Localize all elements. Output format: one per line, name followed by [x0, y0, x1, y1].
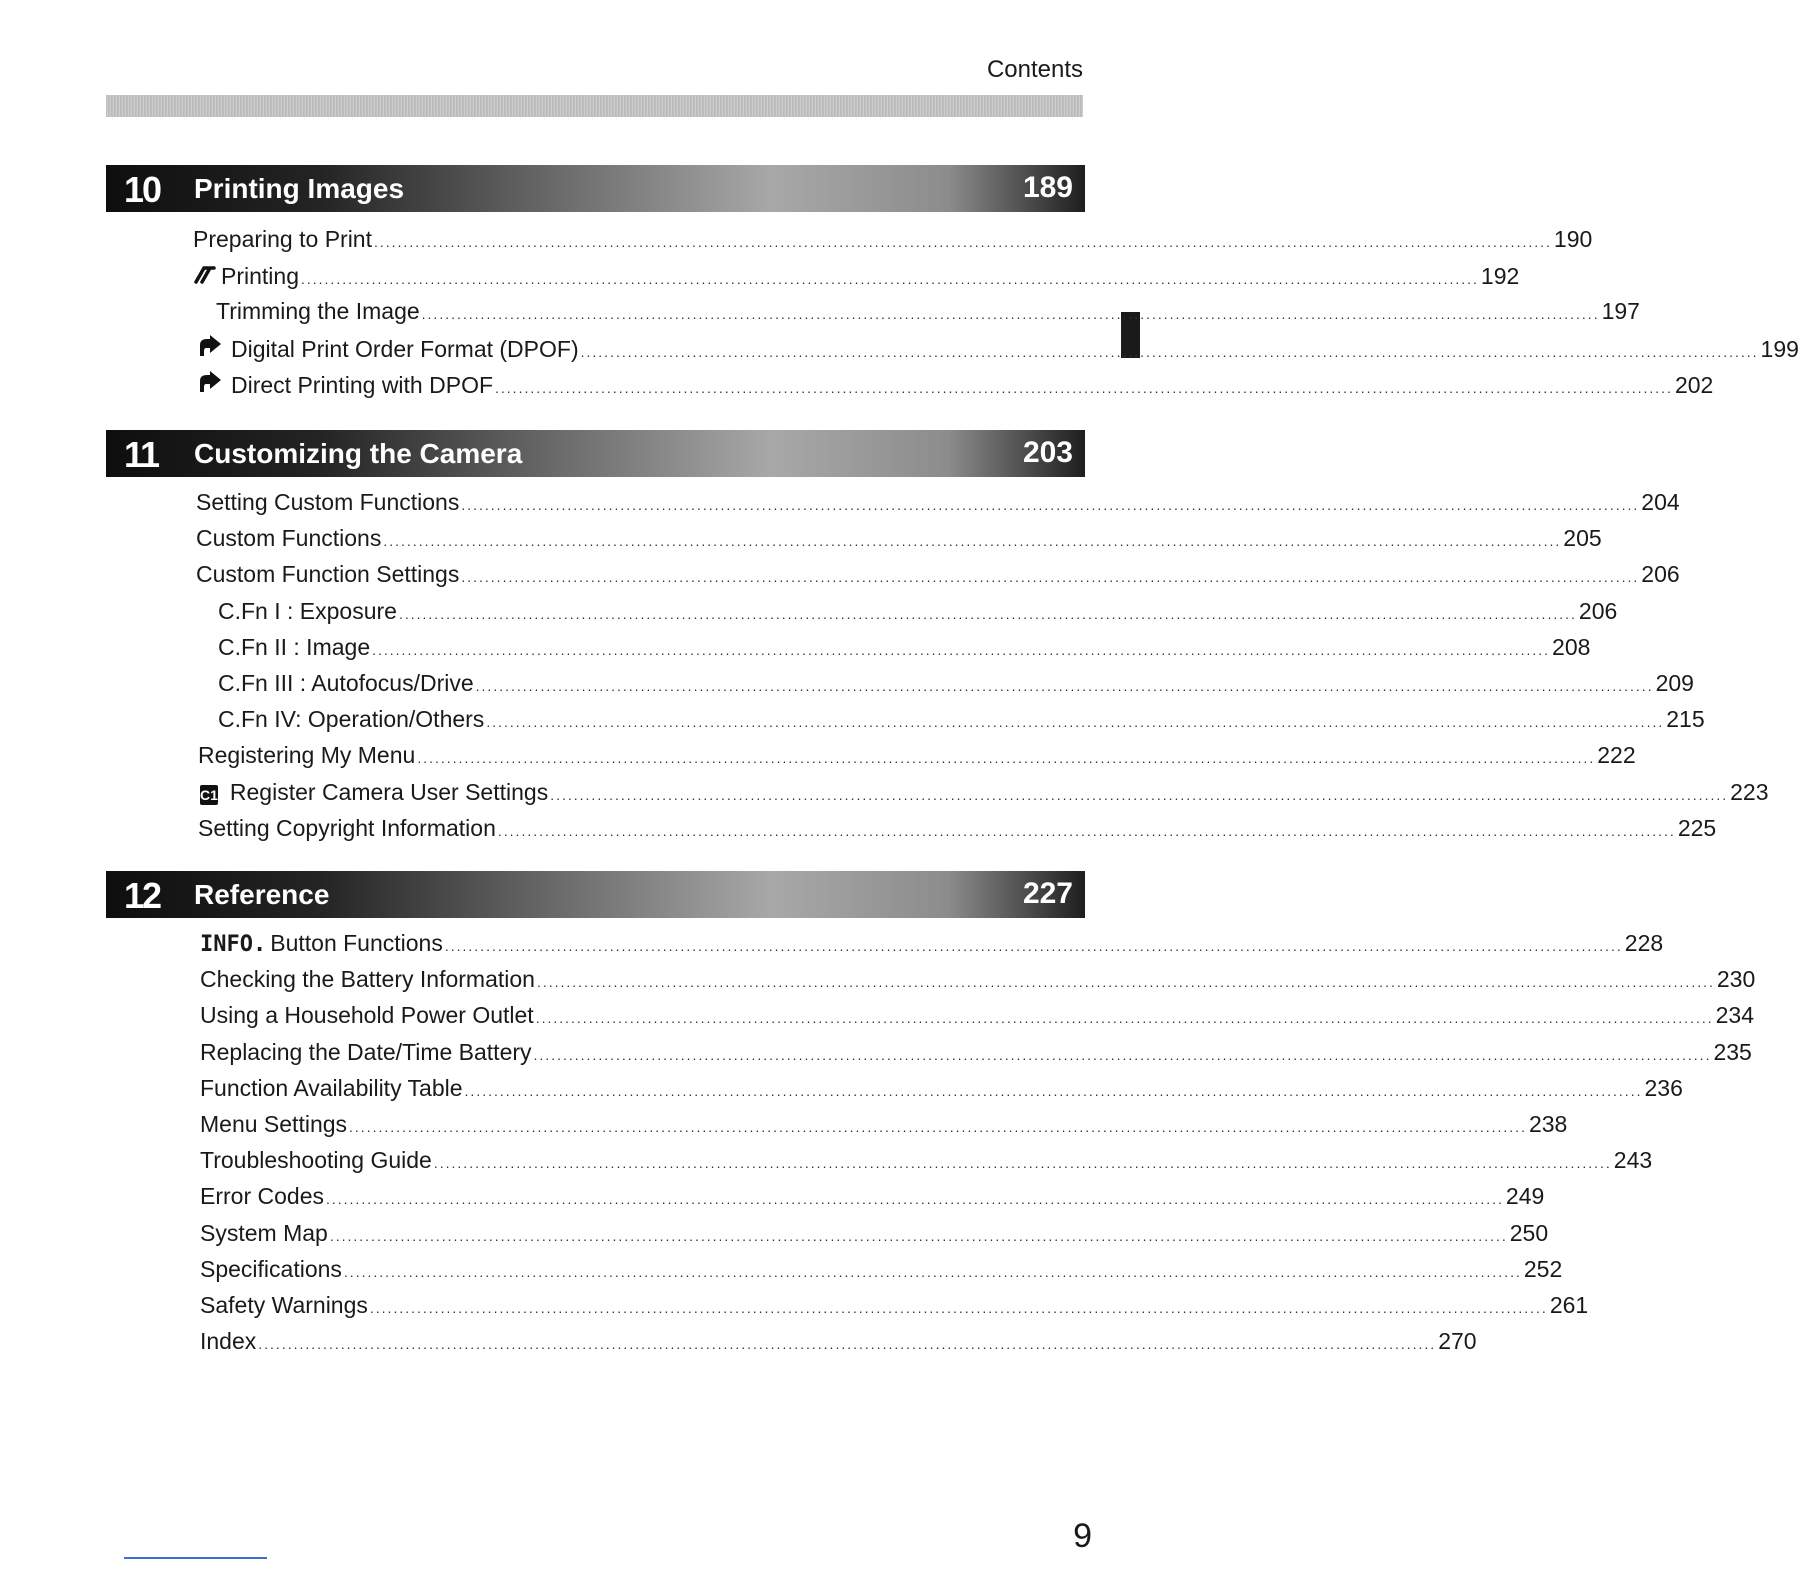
toc-entry-label: Error Codes: [200, 1183, 324, 1210]
toc-entry-page: 234: [1715, 1002, 1754, 1029]
toc-entry[interactable]: [0, 557, 1680, 593]
dot-leader: ........................................................................................................................................................................................................: [475, 677, 1654, 694]
toc-entry[interactable]: [0, 367, 1714, 403]
chapter-11-banner[interactable]: [106, 430, 1085, 477]
toc-entry-label: Digital Print Order Format (DPOF): [231, 335, 579, 362]
c1-icon: C1: [200, 786, 218, 803]
toc-entry-page: 192: [1480, 263, 1520, 290]
toc-entry-label: Setting Custom Functions: [196, 489, 460, 515]
toc-entry-page: 204: [1641, 489, 1680, 515]
toc-entry-page: 206: [1578, 597, 1618, 624]
toc-entry-page: 208: [1552, 633, 1591, 660]
chapter-11-entries: [0, 485, 1769, 847]
toc-entry-page: 223: [1730, 778, 1769, 805]
toc-entry[interactable]: [0, 1288, 1589, 1324]
toc-entry-label: Trimming the Image: [216, 298, 420, 325]
dot-leader: ........................................................................................................................................................................................................: [258, 1336, 1437, 1353]
toc-entry[interactable]: [0, 1071, 1683, 1107]
toc-entry-label: Safety Warnings: [200, 1291, 368, 1318]
toc-entry-page: 230: [1716, 966, 1756, 993]
toc-entry[interactable]: [0, 1324, 1477, 1360]
dpof-icon: [197, 371, 223, 399]
toc-entry-page: 238: [1528, 1110, 1568, 1137]
chapter-title: Customizing the Camera: [194, 438, 523, 469]
toc-entry-label: Register Camera User Settings: [229, 778, 549, 805]
toc-entry-label: C.Fn II : Image: [218, 633, 371, 660]
toc-entry-page: 225: [1677, 814, 1717, 841]
dot-leader: ........................................................................................................................................................................................................: [300, 271, 1479, 288]
toc-entry[interactable]: [0, 666, 1694, 702]
dot-leader: ........................................................................................................................................................................................................: [433, 1155, 1612, 1172]
toc-entry[interactable]: [0, 1252, 1563, 1288]
toc-entry-label: Direct Printing with DPOF: [231, 371, 494, 398]
dot-leader: ........................................................................................................................................................................................................: [497, 822, 1676, 839]
toc-entry-page: 197: [1601, 298, 1640, 325]
print-icon: [193, 262, 219, 290]
toc-entry-label: Button Functions: [270, 930, 443, 956]
dot-leader: ........................................................................................................................................................................................................: [550, 786, 1729, 803]
toc-entry-label: Troubleshooting Guide: [200, 1147, 432, 1174]
dot-leader: ........................................................................................................................................................................................................: [444, 938, 1623, 954]
dpof-icon: [197, 335, 223, 363]
chapter-12-entries: [0, 926, 1756, 1360]
toc-entry-page: 250: [1509, 1219, 1549, 1246]
dot-leader: ........................................................................................................................................................................................................: [343, 1263, 1522, 1280]
toc-entry-page: 202: [1674, 371, 1714, 398]
toc-entry-label: Function Availability Table: [200, 1074, 463, 1101]
toc-entry-label: Registering My Menu: [198, 742, 416, 769]
running-head: Contents: [986, 56, 1083, 83]
toc-entry-label: Custom Functions: [196, 525, 382, 552]
toc-entry-label: Using a Household Power Outlet: [200, 1002, 534, 1029]
info-button-label: INFO.: [200, 932, 267, 957]
toc-entry[interactable]: [0, 594, 1618, 630]
dot-leader: ........................................................................................................................................................................................................: [461, 497, 1640, 513]
toc-entry[interactable]: [0, 331, 1799, 367]
chapter-12-banner[interactable]: [106, 871, 1085, 918]
dot-leader: ........................................................................................................................................................................................................: [417, 750, 1596, 767]
dot-leader: ........................................................................................................................................................................................................: [372, 641, 1551, 658]
toc-entry[interactable]: [0, 1035, 1752, 1071]
toc-entry[interactable]: [0, 962, 1756, 998]
dot-leader: ........................................................................................................................................................................................................: [373, 234, 1552, 250]
toc-entry-page: 243: [1613, 1147, 1653, 1174]
toc-entry[interactable]: [0, 222, 1593, 258]
chapter-page: 203: [1022, 436, 1073, 469]
toc-entry-page: 270: [1438, 1328, 1477, 1355]
dot-leader: ........................................................................................................................................................................................................: [383, 533, 1562, 550]
dot-leader: ........................................................................................................................................................................................................: [369, 1299, 1548, 1316]
toc-entry-label: C.Fn I : Exposure: [218, 597, 397, 624]
chapter-page: 227: [1022, 877, 1073, 910]
toc-entry-label: Index: [200, 1328, 257, 1355]
toc-entry-page: 235: [1713, 1038, 1752, 1065]
dot-leader: ........................................................................................................................................................................................................: [533, 1046, 1712, 1063]
toc-entry-label: C.Fn III : Autofocus/Drive: [218, 669, 474, 696]
toc-entry-label: Preparing to Print: [193, 226, 372, 252]
toc-entry[interactable]: [0, 702, 1705, 738]
toc-entry-page: 215: [1666, 706, 1705, 733]
dot-leader: ........................................................................................................................................................................................................: [486, 714, 1665, 731]
dot-leader: ........................................................................................................................................................................................................: [580, 343, 1759, 360]
toc-entry-page: 206: [1641, 561, 1680, 588]
dot-leader: ........................................................................................................................................................................................................: [464, 1082, 1643, 1099]
toc-entry-page: 249: [1505, 1183, 1545, 1210]
header-rule: [106, 95, 1083, 117]
toc-entry-label: Custom Function Settings: [196, 561, 460, 588]
toc-entry[interactable]: [0, 738, 1636, 774]
toc-entry[interactable]: [0, 258, 1520, 294]
toc-entry[interactable]: [0, 294, 1640, 330]
chapter-number: 12: [124, 875, 161, 916]
toc-entry-label: Checking the Battery Information: [200, 966, 535, 993]
toc-entry-label: Replacing the Date/Time Battery: [200, 1038, 532, 1065]
toc-entry-page: 222: [1597, 742, 1636, 769]
toc-entry[interactable]: [0, 1216, 1549, 1252]
toc-entry-page: 209: [1655, 669, 1694, 696]
toc-entry-label: Setting Copyright Information: [198, 814, 496, 841]
chapter-page: 189: [1022, 171, 1073, 204]
toc-entry-label: System Map: [200, 1219, 328, 1246]
chapter-number: 11: [124, 434, 159, 475]
dot-leader: ........................................................................................................................................................................................................: [421, 306, 1600, 323]
toc-entry[interactable]: [0, 1107, 1568, 1143]
toc-entry-page: 205: [1563, 525, 1602, 552]
toc-entry-label: C.Fn IV: Operation/Others: [218, 706, 485, 733]
toc-entry[interactable]: [0, 926, 1664, 962]
dot-leader: ........................................................................................................................................................................................................: [349, 1118, 1527, 1135]
toc-entry[interactable]: [0, 1143, 1653, 1179]
toc-entry-page: 261: [1549, 1291, 1589, 1318]
dot-leader: ........................................................................................................................................................................................................: [495, 379, 1673, 396]
toc-entry-page: 190: [1553, 226, 1593, 252]
toc-entry-page: 199: [1760, 335, 1799, 362]
toc-entry-page: 236: [1644, 1074, 1683, 1101]
toc-entry[interactable]: [0, 775, 1769, 811]
dot-leader: ........................................................................................................................................................................................................: [536, 974, 1715, 991]
toc-entry-label: Menu Settings: [200, 1110, 348, 1137]
chapter-10-banner[interactable]: [106, 165, 1085, 212]
toc-entry-page: 252: [1523, 1255, 1563, 1282]
dot-leader: ........................................................................................................................................................................................................: [329, 1227, 1508, 1244]
dot-leader: ........................................................................................................................................................................................................: [398, 605, 1577, 622]
toc-entry-page: 228: [1624, 930, 1664, 956]
chapter-10-entries: [0, 222, 1799, 403]
toc-entry[interactable]: [0, 521, 1602, 557]
toc-entry[interactable]: [0, 998, 1754, 1034]
dot-leader: ........................................................................................................................................................................................................: [461, 569, 1640, 586]
toc-entry[interactable]: [0, 485, 1680, 521]
toc-entry-label: Specifications: [200, 1255, 342, 1282]
page-number: 9: [1073, 1517, 1092, 1555]
toc-entry-label: Printing: [221, 263, 299, 290]
footer-link-rule: [124, 1557, 267, 1559]
dot-leader: ........................................................................................................................................................................................................: [535, 1010, 1714, 1027]
toc-entry[interactable]: [0, 811, 1717, 847]
chapter-title: Printing Images: [194, 173, 405, 204]
chapter-title: Reference: [194, 879, 330, 910]
toc-entry[interactable]: [0, 630, 1591, 666]
toc-entry[interactable]: [0, 1179, 1545, 1215]
chapter-number: 10: [124, 169, 161, 210]
dot-leader: ........................................................................................................................................................................................................: [325, 1191, 1504, 1208]
